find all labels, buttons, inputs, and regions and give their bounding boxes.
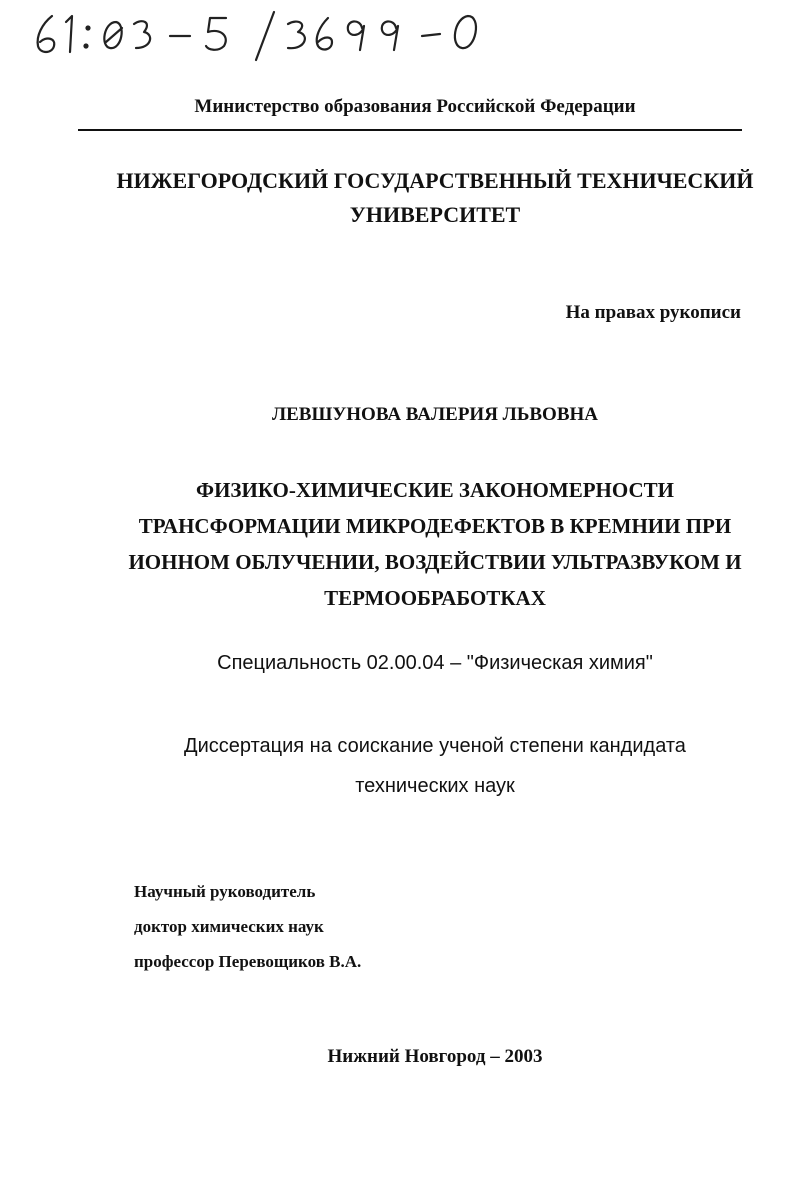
title-line1: ФИЗИКО-ХИМИЧЕСКИЕ ЗАКОНОМЕРНОСТИ [196,478,674,502]
dissertation-title [60,472,799,616]
author-name: ЛЕВШУНОВА ВАЛЕРИЯ ЛЬВОВНА [271,404,599,425]
supervisor-line3: профессор Перевощиков В.А. [134,952,362,971]
degree-statement-line1: Диссертация на соискание ученой степени кандидата [184,735,686,757]
title-line4: ТЕРМООБРАБОТКАХ [324,586,546,610]
specialty-code: Специальность 02.00.04 – "Физическая химия" [217,652,653,674]
university-name-line1: НИЖЕГОРОДСКИЙ ГОСУДАРСТВЕННЫЙ ТЕХНИЧЕСКИЙ [116,168,754,193]
university-name [80,164,790,232]
handwritten-archive-code [30,6,510,62]
title-line3: ИОННОМ ОБЛУЧЕНИИ, ВОЗДЕЙСТВИИ УЛЬТРАЗВУКОМ И [128,550,742,574]
manuscript-rights-note: На правах рукописи [565,302,741,323]
university-name-line2: УНИВЕРСИТЕТ [349,202,521,227]
title-line2: ТРАНСФОРМАЦИИ МИКРОДЕФЕКТОВ В КРЕМНИИ ПРИ [138,514,732,538]
city-year: Нижний Новгород – 2003 [327,1046,543,1067]
degree-statement-line2: технических наук [355,775,515,797]
header-divider [78,129,742,131]
ministry-heading: Министерство образования Российской Федерации [194,96,636,117]
degree-statement [100,726,770,806]
supervisor-line2: доктор химических наук [134,917,324,936]
scientific-supervisor [134,874,534,979]
handwriting-strokes [30,6,510,62]
supervisor-line1: Научный руководитель [134,882,316,901]
